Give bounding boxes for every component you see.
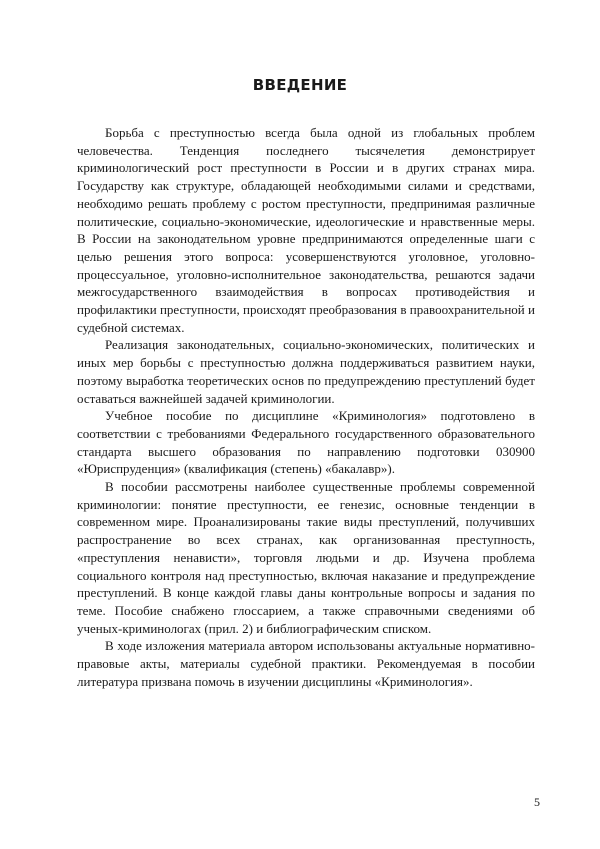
paragraph-5: В ходе изложения материала автором использованы актуальные нормативно-правовые акты, материалы судебной практики. Рекомендуемая в пособии литература призвана помочь в изучении дисциплины «Криминология». <box>77 638 535 689</box>
body-text <box>77 124 535 691</box>
page-heading: ВВЕДЕНИЕ <box>252 76 348 94</box>
page-number: 5 <box>534 795 540 809</box>
paragraph-4: В пособии рассмотрены наиболее существенные проблемы современной криминологии: понятие преступности, ее генезис, основные тенденции в современном мире. Проанализированы такие виды преступлений, получивших распространение во всех странах, как организованная преступность, «преступления ненависти», торговля людьми и др. Изучена проблема социального контроля над преступностью, включая наказание и предупреждение преступлений. В конце каждой главы даны контрольные вопросы и задания по теме. Пособие снабжено глоссарием, а также справочными сведениями об ученых-криминологах (прил. 2) и библиографическим списком. <box>77 479 535 636</box>
paragraph-2: Реализация законодательных, социально-экономических, политических и иных мер борьбы с преступностью должна поддерживаться развитием науки, поэтому выработка теоретических основ по предупреждению преступлений будет оставаться важнейшей задачей криминологии. <box>77 337 535 406</box>
paragraph-3: Учебное пособие по дисциплине «Криминология» подготовлено в соответствии с требованиями Федерального государственного образовательного стандарта высшего образования по направлению подготовки 030900 «Юриспруденция» (квалификация (степень) «бакалавр»). <box>77 408 535 477</box>
paragraph-1: Борьба с преступностью всегда была одной из глобальных проблем человечества. Тенденция последнего тысячелетия демонстрирует криминологический рост преступности в России и в других странах мира. Государству как структуре, обладающей необходимыми силами и средствами, необходимо решать проблему с ростом преступности, предпринимая различные политические, социально-экономические, идеологические и нравственные меры. В России на законодательном уровне предпринимаются определенные шаги с целью решения этого вопроса: усовершенствуются уголовное, уголовно-процессуальное, уголовно-исполнительное законодательства, решаются задачи межгосударственного взаимодействия в вопросах противодействия и профилактики преступности, происходят преобразования в правоохранительной и судебной системах. <box>77 125 535 335</box>
